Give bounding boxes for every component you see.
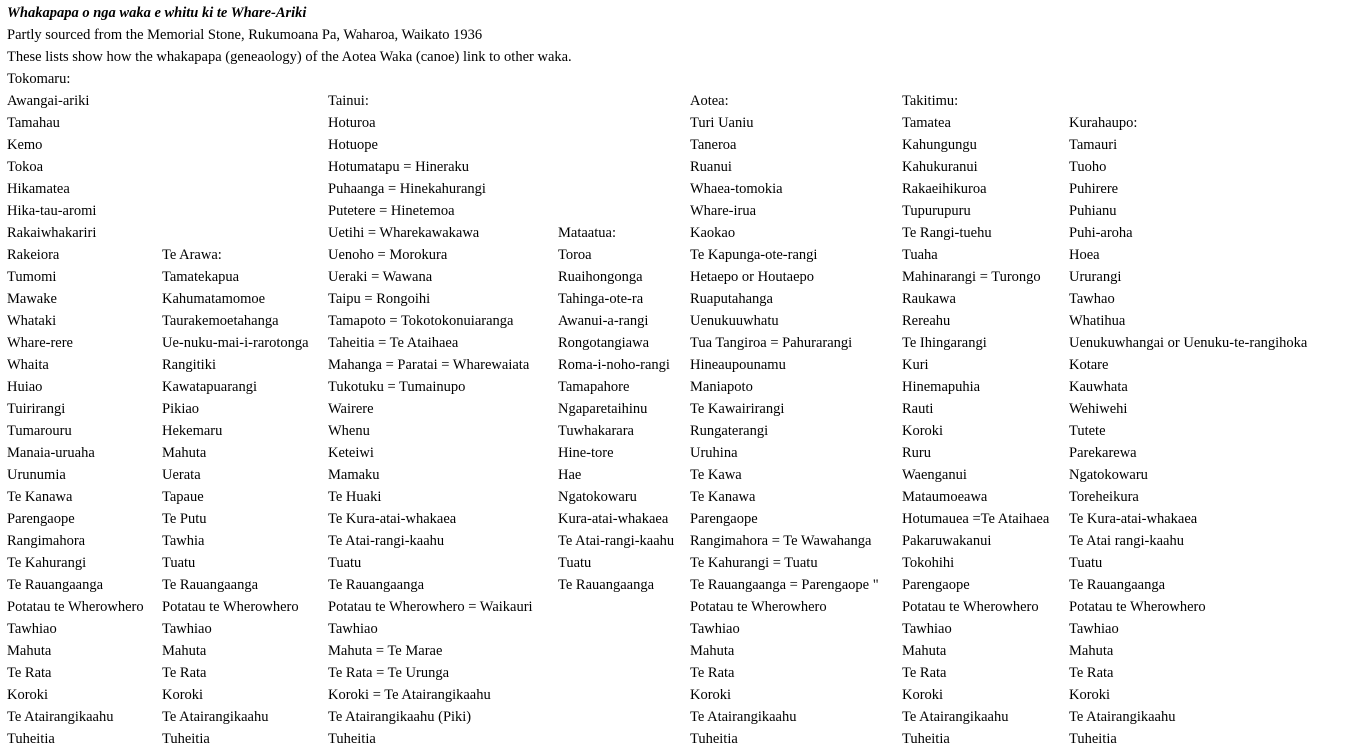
table-cell: Awanui-a-rangi [558,313,649,329]
table-row [5,486,1341,508]
table-cell: Mahinarangi = Turongo [902,269,1041,285]
whakapapa-table [5,90,1341,750]
table-cell: Tahinga-ote-ra [558,291,644,307]
table-cell: Tumarouru [7,423,72,439]
intro-text: These lists show how the whakapapa (geneaology) of the Aotea Waka (canoe) link to other waka. [7,49,572,65]
table-cell: Hinemapuhia [902,379,981,395]
whakapapa-table-body [5,90,1341,750]
table-cell: Pakaruwakanui [902,533,992,549]
table-cell: Rongotangiawa [558,335,650,351]
table-cell: Hine-tore [558,445,614,461]
table-cell: Potatau te Wherowhero = Waikauri [328,599,533,615]
table-cell: Ruaputahanga [690,291,773,307]
table-cell: Mahuta [162,643,207,659]
table-cell: Mawake [7,291,57,307]
table-row [5,618,1341,640]
table-cell: Tuheitia [690,731,738,747]
table-cell: Te Rata [902,665,947,681]
table-cell: Huiao [7,379,43,395]
table-cell: Tawhiao [328,621,378,637]
table-cell: Parengaope [690,511,758,527]
table-cell: Parekarewa [1069,445,1137,461]
table-cell: Hineaupounamu [690,357,786,373]
table-cell [556,112,688,134]
table-cell [556,156,688,178]
table-cell: Koroki = Te Atairangikaahu [328,687,491,703]
table-cell: Kahungungu [902,137,977,153]
table-cell: Ururangi [1069,269,1122,285]
table-cell: Mahanga = Paratai = Wharewaiata [328,357,530,373]
table-row [5,662,1341,684]
table-cell: Tainui: [328,93,369,109]
table-cell: Hika-tau-aromi [7,203,97,219]
table-cell [160,222,326,244]
table-cell: Te Rata [1069,665,1114,681]
table-cell: Koroki [902,423,944,439]
table-row [5,640,1341,662]
table-cell: Mahuta [902,643,947,659]
table-cell [556,178,688,200]
table-cell: Rakaeihikuroa [902,181,987,197]
table-cell: Rereahu [902,313,951,329]
table-cell: Hotumatapu = Hineraku [328,159,470,175]
table-cell: Te Rauangaanga = Parengaope " [690,577,879,593]
table-cell [556,618,688,640]
table-cell: Mahuta [7,643,52,659]
table-cell: Ngatokowaru [558,489,637,505]
table-cell: Koroki [1069,687,1111,703]
table-cell: Tamapoto = Tokotokonuiaranga [328,313,514,329]
table-cell: Tupurupuru [902,203,971,219]
table-cell: Tuatu [328,555,362,571]
table-cell: Rauti [902,401,934,417]
table-row [5,310,1341,332]
table-cell: Maniapoto [690,379,753,395]
table-cell: Te Rangi-tuehu [902,225,992,241]
table-cell: Te Kura-atai-whakaea [1069,511,1198,527]
table-cell: Te Atairangikaahu [902,709,1009,725]
table-cell: Tawhiao [690,621,740,637]
table-cell: Te Rata [7,665,52,681]
table-cell: Mahuta [162,445,207,461]
table-cell: Kotare [1069,357,1109,373]
table-cell: Tamatea [902,115,951,131]
table-cell: Whaea-tomokia [690,181,783,197]
table-cell: Wairere [328,401,374,417]
table-cell: Te Rata [690,665,735,681]
table-cell: Tuatu [558,555,592,571]
table-cell [556,728,688,750]
table-cell: Puhi-aroha [1069,225,1133,241]
table-cell: Whare-rere [7,335,73,351]
table-cell: Putetere = Hinetemoa [328,203,455,219]
table-row [5,464,1341,486]
table-cell: Tokohihi [902,555,955,571]
table-cell: Tuatu [1069,555,1103,571]
table-cell: Kauwhata [1069,379,1128,395]
table-cell: Hotuope [328,137,378,153]
table-cell: Tamatekapua [162,269,240,285]
table-cell: Puhaanga = Hinekahurangi [328,181,486,197]
table-row [5,574,1341,596]
table-row [5,112,1341,134]
table-cell: Tamapahore [558,379,630,395]
table-cell: Ngaparetaihinu [558,401,648,417]
table-row [5,684,1341,706]
table-cell: Te Rauangaanga [162,577,259,593]
table-cell [160,90,326,112]
table-row [5,354,1341,376]
table-cell: Tukotuku = Tumainupo [328,379,466,395]
table-cell: Takitimu: [902,93,959,109]
table-cell: Rangimahora = Te Wawahanga [690,533,872,549]
table-cell: Tawhao [1069,291,1115,307]
table-cell: Te Atairangikaahu [1069,709,1176,725]
table-cell: Tuheitia [328,731,376,747]
table-cell: Kemo [7,137,43,153]
table-cell: Manaia-uruaha [7,445,95,461]
table-row [5,332,1341,354]
table-cell: Te Rauangaanga [1069,577,1166,593]
table-cell: Te Arawa: [162,247,222,263]
table-cell [160,200,326,222]
table-row [5,596,1341,618]
table-cell: Wehiwehi [1069,401,1128,417]
table-cell: Kuri [902,357,929,373]
table-cell: Te Putu [162,511,207,527]
table-cell: Ngatokowaru [1069,467,1148,483]
table-cell: Roma-i-noho-rangi [558,357,670,373]
table-cell: Whatihua [1069,313,1126,329]
table-row [5,288,1341,310]
table-cell: Potatau te Wherowhero [902,599,1039,615]
table-row [5,398,1341,420]
table-cell: Aotea: [690,93,729,109]
table-cell: Mataumoeawa [902,489,988,505]
table-cell: Mamaku [328,467,380,483]
table-cell: Tawhia [162,533,205,549]
table-cell: Parengaope [7,511,75,527]
table-cell: Toroa [558,247,592,263]
table-row [5,90,1341,112]
table-row [5,200,1341,222]
table-row [5,266,1341,288]
table-row [5,156,1341,178]
table-cell: Kaokao [690,225,736,241]
table-cell: Puhianu [1069,203,1117,219]
table-cell: Uenoho = Morokura [328,247,448,263]
table-cell: Te Kura-atai-whakaea [328,511,457,527]
table-cell: Hikamatea [7,181,70,197]
table-cell: Tuaha [902,247,938,263]
table-cell: Keteiwi [328,445,374,461]
table-row [5,728,1341,750]
table-cell: Potatau te Wherowhero [1069,599,1206,615]
table-cell: Te Kanawa [690,489,756,505]
table-cell: Te Kapunga-ote-rangi [690,247,818,263]
table-cell: Mataatua: [558,225,616,241]
table-cell: Hetaepo or Houtaepo [690,269,815,285]
table-cell: Tamauri [1069,137,1118,153]
table-cell: Te Atairangikaahu [690,709,797,725]
table-cell [556,596,688,618]
table-cell: Tawhiao [7,621,57,637]
table-cell [160,178,326,200]
table-row [5,552,1341,574]
table-cell: Tamahau [7,115,60,131]
table-cell: Ueraki = Wawana [328,269,433,285]
table-cell: Tuoho [1069,159,1107,175]
table-cell: Koroki [902,687,944,703]
table-cell: Rakaiwhakariri [7,225,97,241]
table-cell: Tua Tangiroa = Pahurarangi [690,335,853,351]
table-cell [556,662,688,684]
table-cell: Tapaue [162,489,204,505]
table-cell: Parengaope [902,577,970,593]
table-cell: Hotumauea =Te Ataihaea [902,511,1050,527]
heading-tokomaru: Tokomaru: [7,71,71,87]
table-cell: Tutete [1069,423,1106,439]
table-cell: Turi Uaniu [690,115,754,131]
table-cell: Te Atai rangi-kaahu [1069,533,1184,549]
table-cell: Mahuta = Te Marae [328,643,443,659]
table-cell: Te Kanawa [7,489,73,505]
table-cell [556,706,688,728]
table-cell: Taneroa [690,137,737,153]
table-cell: Awangai-ariki [7,93,90,109]
table-cell: Te Rata = Te Urunga [328,665,450,681]
table-cell [160,112,326,134]
table-cell [160,156,326,178]
table-row [5,244,1341,266]
table-cell: Uetihi = Wharekawakawa [328,225,480,241]
table-cell: Te Kawairirangi [690,401,785,417]
table-cell [1067,90,1341,112]
table-cell: Mahuta [690,643,735,659]
table-cell: Tuatu [162,555,196,571]
table-cell: Tawhiao [162,621,212,637]
table-cell: Te Kahurangi [7,555,87,571]
table-cell: Tokoa [7,159,44,175]
table-row [5,178,1341,200]
table-cell: Kawatapuarangi [162,379,258,395]
table-cell: Te Rauangaanga [328,577,425,593]
table-cell: Te Rauangaanga [558,577,655,593]
table-cell: Potatau te Wherowhero [7,599,144,615]
table-cell: Hoea [1069,247,1100,263]
table-cell: Te Atai-rangi-kaahu [328,533,445,549]
table-cell: Whenu [328,423,370,439]
table-cell: Te Rauangaanga [7,577,104,593]
table-cell: Potatau te Wherowhero [690,599,827,615]
table-cell: Te Huaki [328,489,382,505]
table-cell: Tawhiao [1069,621,1119,637]
table-cell: Hoturoa [328,115,376,131]
table-row [5,222,1341,244]
table-cell: Rungaterangi [690,423,769,439]
table-cell: Urunumia [7,467,66,483]
table-cell: Te Kahurangi = Tuatu [690,555,818,571]
table-cell: Tuirirangi [7,401,66,417]
table-row [5,420,1341,442]
subtitle: Partly sourced from the Memorial Stone, Rukumoana Pa, Waharoa, Waikato 1936 [7,27,483,43]
table-cell: Tuheitia [1069,731,1117,747]
table-cell: Raukawa [902,291,956,307]
table-cell: Koroki [7,687,49,703]
table-cell: Uerata [162,467,201,483]
table-cell: Uenukuwhangai or Uenuku-te-rangihoka [1069,335,1308,351]
table-cell: Rakeiora [7,247,60,263]
table-cell [160,134,326,156]
table-cell: Uruhina [690,445,738,461]
table-cell: Uenukuuwhatu [690,313,779,329]
table-cell: Hae [558,467,582,483]
table-cell: Koroki [690,687,732,703]
table-cell: Toreheikura [1069,489,1139,505]
table-cell: Potatau te Wherowhero [162,599,299,615]
table-cell: Taurakemoetahanga [162,313,279,329]
table-cell: Waenganui [902,467,967,483]
table-cell: Kura-atai-whakaea [558,511,669,527]
table-cell: Te Ihingarangi [902,335,987,351]
table-cell: Te Rata [162,665,207,681]
table-cell: Tuheitia [7,731,55,747]
table-cell: Te Atai-rangi-kaahu [558,533,675,549]
table-cell: Kurahaupo: [1069,115,1138,131]
table-cell: Mahuta [1069,643,1114,659]
table-cell [556,90,688,112]
table-cell: Puhirere [1069,181,1119,197]
table-cell: Tuwhakarara [558,423,634,439]
table-cell: Te Atairangikaahu (Piki) [328,709,472,725]
table-cell: Te Atairangikaahu [162,709,269,725]
table-cell: Kahukuranui [902,159,978,175]
table-row [5,508,1341,530]
table-cell [556,134,688,156]
table-cell: Whaita [7,357,49,373]
table-cell [556,200,688,222]
table-row [5,134,1341,156]
table-cell: Kahumatamomoe [162,291,266,307]
table-cell: Tuheitia [162,731,210,747]
page-title: Whakapapa o nga waka e whitu ki te Whare-Ariki [7,5,307,21]
table-cell: Rangimahora [7,533,86,549]
table-cell: Whare-irua [690,203,757,219]
table-cell: Te Kawa [690,467,742,483]
table-cell: Taheitia = Te Ataihaea [328,335,459,351]
table-cell [556,684,688,706]
table-cell: Rangitiki [162,357,216,373]
table-row [5,706,1341,728]
table-row [5,442,1341,464]
table-cell: Tumomi [7,269,57,285]
table-cell: Ruaihongonga [558,269,643,285]
table-cell: Pikiao [162,401,200,417]
table-cell: Ruanui [690,159,732,175]
table-cell: Whataki [7,313,57,329]
table-cell: Ue-nuku-mai-i-rarotonga [162,335,309,351]
table-row [5,376,1341,398]
table-cell: Koroki [162,687,204,703]
table-row [5,530,1341,552]
table-cell: Taipu = Rongoihi [328,291,431,307]
table-cell: Tawhiao [902,621,952,637]
table-cell [556,640,688,662]
table-cell: Te Atairangikaahu [7,709,114,725]
table-cell: Tuheitia [902,731,950,747]
table-cell: Hekemaru [162,423,223,439]
table-cell: Ruru [902,445,931,461]
